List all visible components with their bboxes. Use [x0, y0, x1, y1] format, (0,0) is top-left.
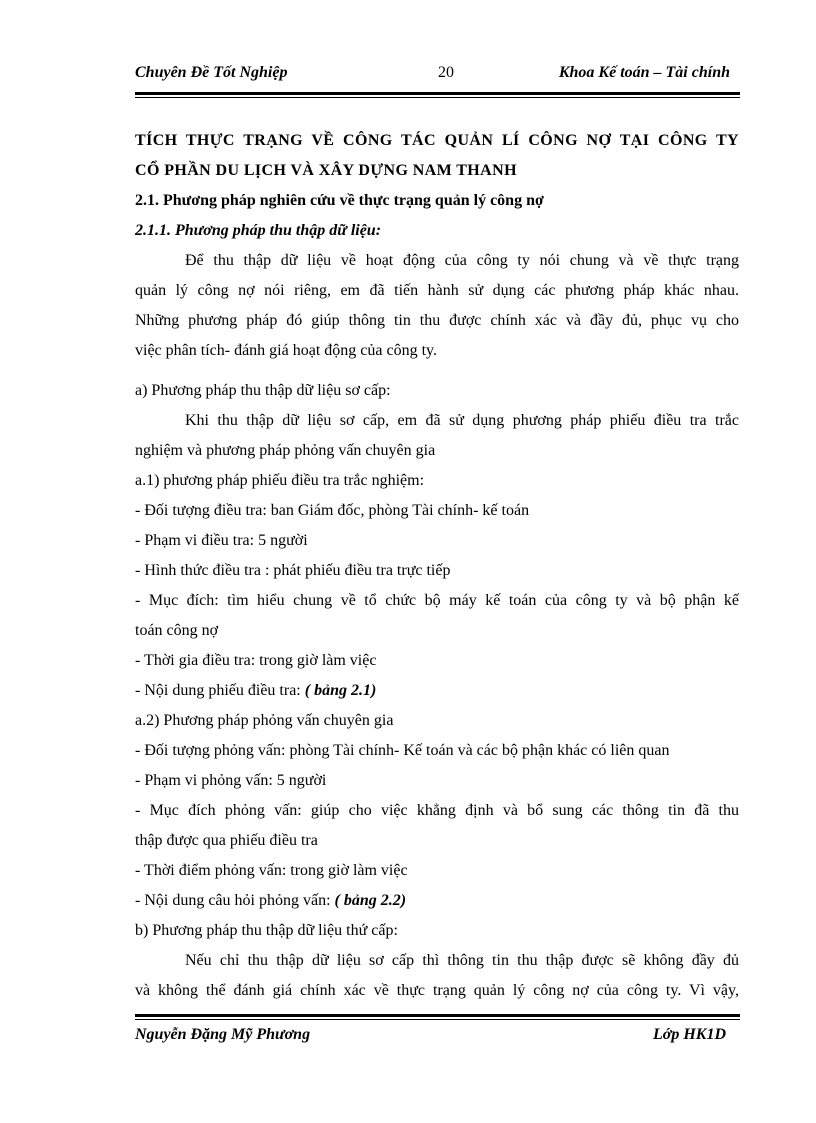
list-item: - Thời điểm phỏng vấn: trong giờ làm việc	[135, 862, 408, 879]
paragraph-line: Những phương pháp đó giúp thông tin thu được chính xác và đầy đủ, phục vụ cho	[135, 312, 739, 329]
chapter-heading-line-2: CỔ PHẦN DU LỊCH VÀ XÂY DỰNG NAM THANH	[135, 162, 517, 179]
list-item-label: - Nội dung câu hỏi phỏng vấn:	[135, 892, 335, 909]
list-item	[135, 886, 739, 916]
subsection-b-title: b) Phương pháp thu thập dữ liệu thứ cấp:	[135, 922, 398, 939]
list-item-continuation: thập được qua phiếu điều tra	[135, 832, 318, 849]
footer-rule	[135, 1014, 740, 1020]
list-item: - Đối tượng phỏng vấn: phòng Tài chính- Kế toán và các bộ phận khác có liên quan	[135, 742, 670, 759]
list-item-label: - Nội dung phiếu điều tra:	[135, 682, 305, 699]
subsection-a-title: a) Phương pháp thu thập dữ liệu sơ cấp:	[135, 382, 391, 399]
paragraph-line: Khi thu thập dữ liệu sơ cấp, em đã sử dụng phương pháp phiếu điều tra trắc	[185, 412, 739, 429]
table-reference: ( bảng 2.1)	[304, 682, 377, 699]
list-item: - Hình thức điều tra : phát phiếu điều tra trực tiếp	[135, 562, 451, 579]
list-item: - Mục đích phỏng vấn: giúp cho việc khẳng định và bổ sung các thông tin đã thu	[135, 802, 739, 819]
paragraph-line: Nếu chỉ thu thập dữ liệu sơ cấp thì thông tin thu thập được sẽ không đầy đủ	[185, 952, 739, 969]
section-heading-2-1: 2.1. Phương pháp nghiên cứu về thực trạng quản lý công nợ	[135, 192, 544, 209]
table-reference: ( bảng 2.2)	[334, 892, 407, 909]
paragraph-line: quản lý công nợ nói riêng, em đã tiến hành sử dụng các phương pháp khác nhau.	[135, 282, 739, 299]
section-heading-2-1-1: 2.1.1. Phương pháp thu thập dữ liệu:	[135, 222, 382, 239]
page-footer	[135, 1026, 740, 1048]
list-item-continuation: toán công nợ	[135, 622, 219, 639]
paragraph-line: nghiệm và phương pháp phỏng vấn chuyên gia	[135, 442, 436, 459]
subsection-a2-title: a.2) Phương pháp phỏng vấn chuyên gia	[135, 712, 394, 729]
list-item: - Mục đích: tìm hiểu chung về tổ chức bộ máy kế toán của công ty và bộ phận kế	[135, 592, 739, 609]
footer-class: Lớp HK1D	[652, 1026, 726, 1043]
subsection-a1-title: a.1) phương pháp phiếu điều tra trắc nghiệm:	[135, 472, 425, 489]
paragraph-line: Để thu thập dữ liệu về hoạt động của công ty nói chung và về thực trạng	[185, 252, 739, 269]
header-department: Khoa Kế toán – Tài chính	[558, 64, 730, 81]
header-rule	[135, 92, 740, 98]
page-header	[135, 64, 740, 86]
list-item: - Phạm vi điều tra: 5 người	[135, 532, 308, 549]
footer-author: Nguyễn Đặng Mỹ Phương	[135, 1026, 311, 1043]
list-item: - Phạm vi phỏng vấn: 5 người	[135, 772, 327, 789]
list-item	[135, 676, 739, 706]
page-number: 20	[438, 64, 454, 81]
list-item: - Đối tượng điều tra: ban Giám đốc, phòng Tài chính- kế toán	[135, 502, 530, 519]
page-body	[135, 126, 739, 1006]
paragraph-line: việc phân tích- đánh giá hoạt động của công ty.	[135, 342, 437, 359]
chapter-heading-line-1: TÍCH THỰC TRẠNG VỀ CÔNG TÁC QUẢN LÍ CÔNG NỢ TẠI CÔNG TY	[135, 132, 739, 149]
paragraph-line: và không thể đánh giá chính xác về thực trạng quản lý công nợ của công ty. Vì vậy,	[135, 982, 739, 999]
list-item: - Thời gia điều tra: trong giờ làm việc	[135, 652, 377, 669]
header-title: Chuyên Đề Tốt Nghiệp	[135, 64, 288, 81]
